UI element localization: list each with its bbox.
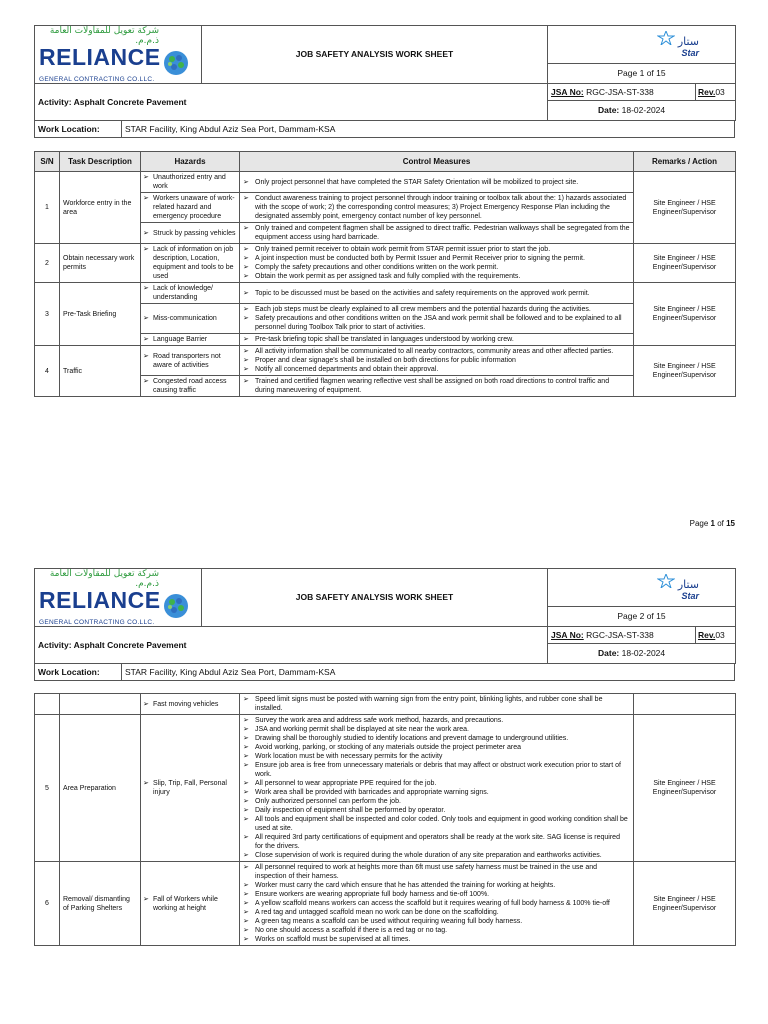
control-item: ➢ Topic to be discussed must be based on the activities and safety requirements on the approved work permit. [243,289,630,298]
jsa-table-page-1 [34,151,736,397]
hazard-item: ➢ Fall of Workers while working at height [141,862,240,946]
date-value: 18-02-2024 [621,105,666,116]
control-item: ➢ Safety precautions and other conditions written on the JSA and work permit shall be followed and to be explained to all personnel during Toolbox Talk prior to start of activities. [243,314,630,332]
control-item: ➢ Notify all concerned departments and obtain their approval. [243,365,630,374]
page-of-label: Page 1 of 15 [548,63,736,83]
table-row [35,376,736,397]
control-measures [240,862,634,946]
control-item: ➢ Work location must be with necessary permits for the activity [243,752,630,761]
col-hazards: Hazards [141,152,240,172]
star-icon [657,31,675,45]
table-row [35,223,736,244]
date-label: Date: [598,105,620,116]
control-item: ➢ All personnel to wear appropriate PPE required for the job. [243,779,630,788]
control-item: ➢ All required 3rd party certifications of equipment and operators shall be ready at the work site. SAG license is required for the drivers. [243,833,630,851]
header-table [34,25,736,121]
table-row [35,244,736,283]
row-task: Traffic [60,346,141,397]
control-item: ➢ Pre-task briefing topic shall be translated in languages understood by working crew. [243,335,630,344]
row-remarks: Site Engineer / HSE Engineer/Supervisor [634,346,736,397]
hazard-item: ➢ Struck by passing vehicles [141,223,240,244]
company-subtitle: GENERAL CONTRACTING CO.LLC. [39,618,155,626]
hazard-item: ➢ Slip, Trip, Fall, Personal injury [141,715,240,862]
control-item: ➢ Daily inspection of equipment shall be performed by operator. [243,806,630,815]
control-measures [240,172,634,193]
row-task: Obtain necessary work permits [60,244,141,283]
control-measures [240,193,634,223]
control-item: ➢ A joint inspection must be conducted both by Permit Issuer and Permit Receiver prior to signing the permit. [243,254,630,263]
row-sn: 1 [35,172,60,244]
row-sn: 6 [35,862,60,946]
client-name: Star [681,47,700,58]
star-icon [657,574,675,588]
page-2 [34,568,735,946]
row-sn: 5 [35,715,60,862]
control-item: ➢ Drawing shall be thoroughly studied to identify locations and prevent damage to underground utilities. [243,734,630,743]
table-row [35,172,736,193]
hazard-item: ➢ Lack of information on job description, Location, equipment and tools to be used [141,244,240,283]
client-logo [548,26,736,64]
control-item: ➢ Proper and clear signage's shall be installed on both directions for public information [243,356,630,365]
table-row [35,334,736,346]
company-name: RELIANCE [39,44,161,70]
table-body [35,694,736,946]
control-item: ➢ Ensure workers are wearing appropriate full body harness and tie-off 100%. [243,890,630,899]
control-measures [240,283,634,304]
table-row [35,193,736,223]
control-item: ➢ All activity information shall be communicated to all nearby contractors, community areas and other affected parties. [243,347,630,356]
control-item: ➢ A red tag and untagged scaffold mean no work can be done on the scaffolding. [243,908,630,917]
control-item: ➢ All personnel required to work at heights more than 6ft must use safety harness must be trained in the use and inspection of their harness. [243,863,630,881]
control-item: ➢ Works on scaffold must be supervised at all times. [243,935,630,944]
col-task: Task Description [60,152,141,172]
activity-label: Activity: Asphalt Concrete Pavement [35,83,548,120]
date-value: 18-02-2024 [621,648,666,659]
row-task: Pre-Task Briefing [60,283,141,346]
globe-icon [163,593,189,619]
table-row [35,346,736,376]
hazard-item: ➢ Road transporters not aware of activities [141,346,240,376]
col-remarks: Remarks / Action [634,152,736,172]
row-remarks: Site Engineer / HSE Engineer/Supervisor [634,244,736,283]
control-item: ➢ Survey the work area and address safe work method, hazards, and precautions. [243,716,630,725]
row-sn [35,694,60,715]
row-sn: 3 [35,283,60,346]
company-name: RELIANCE [39,587,161,613]
hazard-item: ➢ Lack of knowledge/ understanding [141,283,240,304]
activity-label: Activity: Asphalt Concrete Pavement [35,626,548,663]
client-arabic-name: ستار [677,34,700,48]
page-of-label: Page 2 of 15 [548,606,736,626]
doc-title: JOB SAFETY ANALYSIS WORK SHEET [202,26,548,84]
control-measures [240,304,634,334]
jsa-no-label: JSA No: [551,629,584,640]
company-arabic-name: شركة تعويل للمقاولات العامة ذ.م.م. [49,26,159,46]
table-row [35,715,736,862]
date-label: Date: [598,648,620,659]
control-item: ➢ A green tag means a scaffold can be used without requiring wearing full body harness. [243,917,630,926]
control-item: ➢ No one should access a scaffold if there is a red tag or no tag. [243,926,630,935]
table-row [35,862,736,946]
rev-value: 03 [715,86,725,97]
work-location-label: Work Location: [35,664,122,681]
table-row [35,694,736,715]
company-arabic-name: شركة تعويل للمقاولات العامة ذ.م.م. [49,569,159,589]
control-item: ➢ Worker must carry the card which ensure that he has attended the training for working at heights. [243,881,630,890]
page-footer: Page 1 of 15 [689,519,735,528]
row-task [60,694,141,715]
hazard-item: ➢ Fast moving vehicles [141,694,240,715]
control-item: ➢ JSA and working permit shall be displayed at site near the work area. [243,725,630,734]
hazard-item: ➢ Congested road access causing traffic [141,376,240,397]
row-remarks: Site Engineer / HSE Engineer/Supervisor [634,715,736,862]
control-item: ➢ Avoid working, parking, or stocking of any materials outside the project perimeter area [243,743,630,752]
rev-value: 03 [715,629,725,640]
row-task: Workforce entry in the area [60,172,141,244]
client-logo [548,569,736,607]
control-item: ➢ Only trained permit receiver to obtain work permit from STAR permit issuer prior to start the job. [243,245,630,254]
jsa-no-value: RGC-JSA-ST-338 [586,629,654,640]
control-item: ➢ Only authorized personnel can perform the job. [243,797,630,806]
hazard-item: ➢ Language Barrier [141,334,240,346]
control-measures [240,223,634,244]
row-sn: 4 [35,346,60,397]
location-table [34,121,735,139]
row-task: Area Preparation [60,715,141,862]
control-measures [240,244,634,283]
hazard-item: ➢ Unauthorized entry and work [141,172,240,193]
control-item: ➢ Speed limit signs must be posted with warning sign from the entry point, blinking lights, and rubber cone shall be installed. [243,695,630,713]
table-row [35,283,736,304]
rev-label: Rev. [698,86,716,97]
control-item: ➢ All tools and equipment shall be inspected and color coded. Only tools and equipment in good working condition shall be used at site. [243,815,630,833]
company-logo [35,569,202,627]
header-table-2 [34,568,736,664]
row-task: Removal/ dismantling of Parking Shelters [60,862,141,946]
globe-icon [163,50,189,76]
hazard-item: ➢ Workers unaware of work-related hazard and emergency procedure [141,193,240,223]
control-item: ➢ Close supervision of work is required during the whole duration of any site preparation and earthworks activities. [243,851,630,860]
doc-title: JOB SAFETY ANALYSIS WORK SHEET [202,569,548,627]
rev-label: Rev. [698,629,716,640]
row-remarks: Site Engineer / HSE Engineer/Supervisor [634,283,736,346]
row-sn: 2 [35,244,60,283]
control-measures [240,346,634,376]
col-sn: S/N [35,152,60,172]
work-location-value: STAR Facility, King Abdul Aziz Sea Port, Dammam-KSA [122,121,735,138]
control-item: ➢ Ensure job area is free from unnecessary materials or debris that may affect or obstruct work execution prior to start of work. [243,761,630,779]
control-measures [240,694,634,715]
row-remarks: Site Engineer / HSE Engineer/Supervisor [634,172,736,244]
control-measures [240,334,634,346]
control-item: ➢ Obtain the work permit as per assigned task and fully complied with the requirements. [243,272,630,281]
control-item: ➢ Each job steps must be clearly explained to all crew members and the potential hazards during the activities. [243,305,630,314]
control-measures [240,376,634,397]
company-logo [35,26,202,84]
client-name: Star [681,590,700,601]
hazard-item: ➢ Miss-communication [141,304,240,334]
control-item: ➢ A yellow scaffold means workers can access the scaffold but it requires wearing of full body harness & 100% tie-off [243,899,630,908]
table-body [35,172,736,397]
control-item: ➢ Work area shall be provided with barricades and appropriate warning signs. [243,788,630,797]
control-item: ➢ Only project personnel that have completed the STAR Safety Orientation will be mobilized to project site. [243,178,630,187]
jsa-no-label: JSA No: [551,86,584,97]
work-location-label: Work Location: [35,121,122,138]
col-controls: Control Measures [240,152,634,172]
row-remarks: Site Engineer / HSE Engineer/Supervisor [634,862,736,946]
table-row [35,304,736,334]
work-location-value: STAR Facility, King Abdul Aziz Sea Port, Dammam-KSA [122,664,735,681]
location-table-2 [34,664,735,682]
row-remarks [634,694,736,715]
control-item: ➢ Only trained and competent flagmen shall be assigned to direct traffic. Pedestrian walkways shall be segregated from the equipment access using hard barricade. [243,224,630,242]
jsa-no-value: RGC-JSA-ST-338 [586,86,654,97]
control-measures [240,715,634,862]
control-item: ➢ Conduct awareness training to project personnel through indoor training or toolbox talk about the: 1) hazards associated with the scope of work; 2) the corresponding control measures; 3) Project Emergency Response Plan including the designated assembly point, emergency contact number of key personnel. [243,194,630,221]
control-item: ➢ Trained and certified flagmen wearing reflective vest shall be assigned on both road directions to control traffic and during maneuvering of equipment. [243,377,630,395]
page-1 [34,25,735,397]
company-subtitle: GENERAL CONTRACTING CO.LLC. [39,75,155,83]
client-arabic-name: ستار [677,577,700,591]
jsa-table-page-2 [34,693,736,946]
control-item: ➢ Comply the safety precautions and other conditions written on the work permit. [243,263,630,272]
